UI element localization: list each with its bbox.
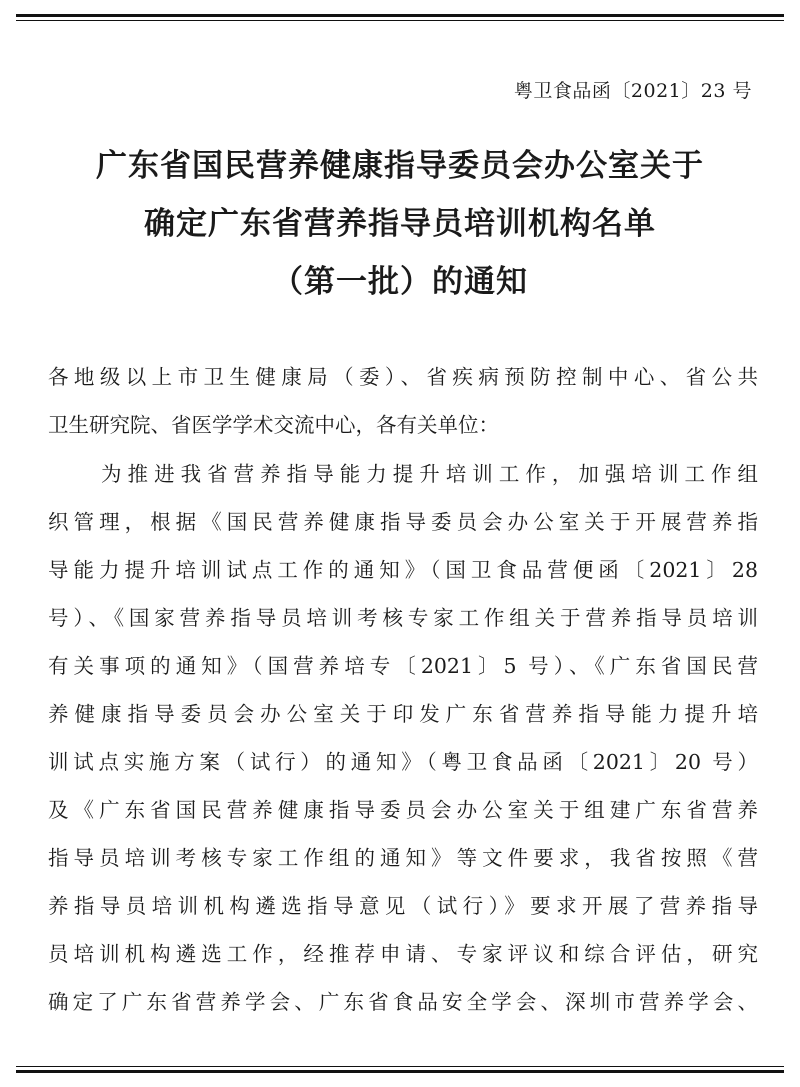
body-line: 为推进我省营养指导能力提升培训工作，加强培训工作组 [48, 462, 758, 486]
body-line: 号）、《国家营养指导员培训考核专家工作组关于营养指导员培训 [48, 606, 758, 630]
body-line: 有关事项的通知》（国营养培专〔2021〕5 号）、《广东省国民营 [48, 654, 758, 678]
title-line: （第一批）的通知 [272, 264, 528, 300]
top-border-thick [16, 14, 784, 17]
body-line: 训试点实施方案（试行）的通知》（粤卫食品函〔2021〕20 号） [48, 750, 758, 774]
body-line: 员培训机构遴选工作，经推荐申请、专家评议和综合评估，研究 [48, 942, 758, 966]
top-border-thin [16, 20, 784, 21]
document-number: 粤卫食品函〔2021〕23 号 [513, 80, 752, 102]
body-line: 确定了广东省营养学会、广东省食品安全学会、深圳市营养学会、 [48, 990, 758, 1014]
addressee-block [48, 353, 758, 449]
body-paragraph [48, 450, 758, 1026]
body-line: 指导员培训考核专家工作组的通知》等文件要求，我省按照《营 [48, 846, 758, 870]
bottom-border-thick [16, 1070, 784, 1073]
title-line: 确定广东省营养指导员培训机构名单 [144, 206, 656, 242]
title-line: 广东省国民营养健康指导委员会办公室关于 [96, 148, 704, 184]
bottom-border-thin [16, 1066, 784, 1067]
body-line: 导能力提升培训试点工作的通知》（国卫食品营便函〔2021〕28 [48, 558, 758, 582]
body-line: 养健康指导委员会办公室关于印发广东省营养指导能力提升培 [48, 702, 758, 726]
body-line: 养指导员培训机构遴选指导意见（试行）》要求开展了营养指导 [48, 894, 758, 918]
document-title [0, 137, 800, 311]
body-line: 织管理，根据《国民营养健康指导委员会办公室关于开展营养指 [48, 510, 758, 534]
addressee-line: 各地级以上市卫生健康局（委）、省疾病预防控制中心、省公共 [48, 365, 758, 389]
body-line: 及《广东省国民营养健康指导委员会办公室关于组建广东省营养 [48, 798, 758, 822]
addressee-line: 卫生研究院、省医学学术交流中心，各有关单位： [48, 413, 499, 437]
